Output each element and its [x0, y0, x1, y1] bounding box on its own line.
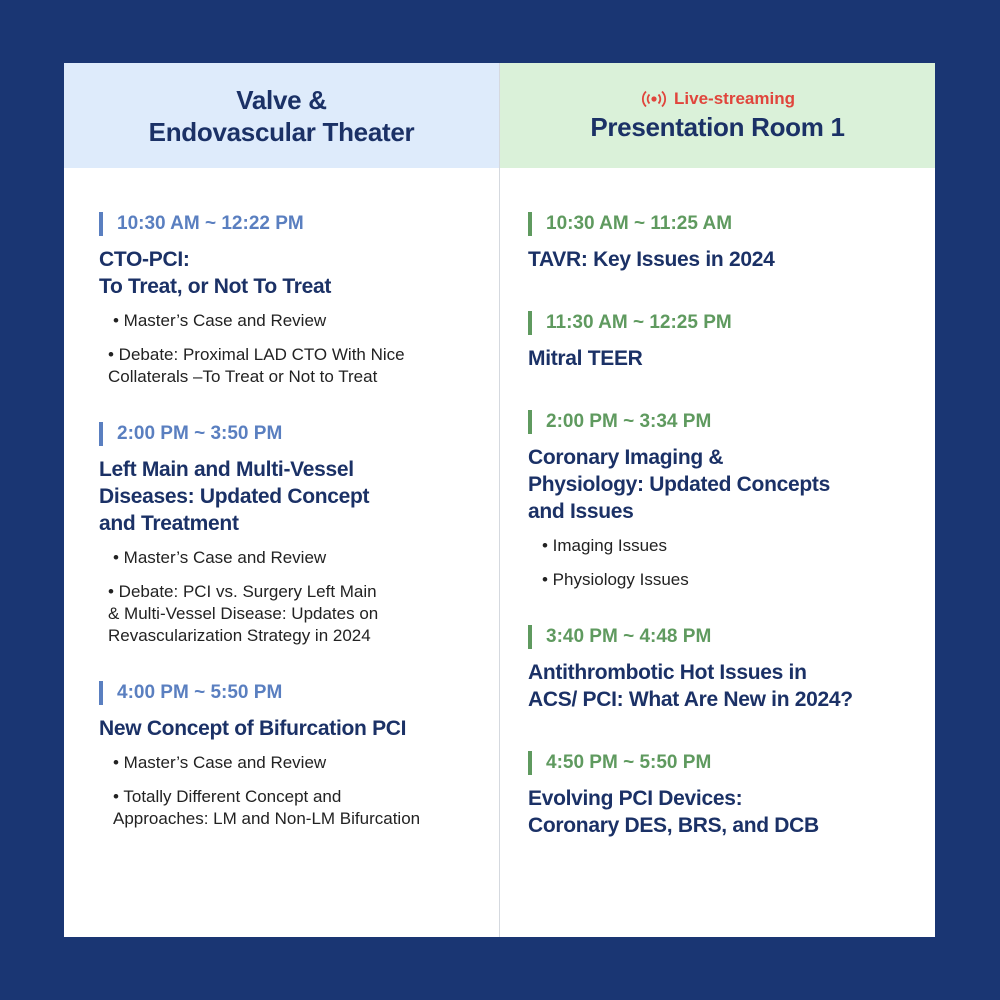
session-title: Antithrombotic Hot Issues in ACS/ PCI: What Are New in 2024? [528, 661, 853, 711]
session-topic: • Physiology Issues [542, 570, 689, 589]
session-title: Coronary Imaging & Physiology: Updated Concepts and Issues [528, 446, 830, 523]
left-column [64, 63, 500, 937]
session-topics [99, 310, 499, 388]
session-topic: • Master’s Case and Review [113, 753, 327, 772]
session [528, 625, 935, 713]
left-column-title: Valve & Endovascular Theater [148, 84, 415, 147]
session [528, 212, 935, 273]
session-topic: • Master’s Case and Review [113, 548, 327, 567]
session-time: 4:50 PM ~ 5:50 PM [528, 751, 935, 775]
session-time: 2:00 PM ~ 3:34 PM [528, 410, 935, 434]
session-topics [99, 752, 499, 830]
session [528, 751, 935, 839]
live-streaming-label: Live-streaming [674, 88, 795, 108]
session-time: 10:30 AM ~ 12:22 PM [99, 212, 499, 236]
session [528, 311, 935, 372]
session-topic: • Debate: Proximal LAD CTO With Nice Collaterals –To Treat or Not to Treat [108, 345, 405, 386]
session [99, 212, 499, 388]
session-title: Evolving PCI Devices: Coronary DES, BRS, and DCB [528, 787, 819, 837]
session-topics [99, 547, 499, 647]
session [99, 422, 499, 647]
live-indicator [640, 89, 795, 109]
broadcast-icon [640, 90, 668, 108]
left-column-header [64, 63, 499, 168]
session-topic: • Debate: PCI vs. Surgery Left Main & Multi-Vessel Disease: Updates on Revascularization Strategy in 2024 [108, 582, 379, 645]
session-title: CTO-PCI: To Treat, or Not To Treat [99, 248, 332, 298]
right-column [500, 63, 935, 937]
session-title: New Concept of Bifurcation PCI [99, 717, 407, 740]
schedule-card [64, 63, 935, 937]
session-time: 4:00 PM ~ 5:50 PM [99, 681, 499, 705]
session-time: 11:30 AM ~ 12:25 PM [528, 311, 935, 335]
session-topic: • Master’s Case and Review [113, 311, 327, 330]
session-title: Mitral TEER [528, 347, 643, 370]
session-topic: • Totally Different Concept and Approaches: LM and Non-LM Bifurcation [113, 787, 421, 828]
right-sessions [500, 168, 935, 839]
right-column-title: Presentation Room 1 [590, 111, 845, 142]
session-topics [528, 535, 935, 591]
session-time: 3:40 PM ~ 4:48 PM [528, 625, 935, 649]
session-title: Left Main and Multi-Vessel Diseases: Updated Concept and Treatment [99, 458, 370, 535]
session-time: 10:30 AM ~ 11:25 AM [528, 212, 935, 236]
session-topic: • Imaging Issues [542, 536, 668, 555]
session-title: TAVR: Key Issues in 2024 [528, 248, 775, 271]
session [99, 681, 499, 830]
session [528, 410, 935, 591]
left-sessions [64, 168, 499, 830]
right-column-header [500, 63, 935, 168]
session-time: 2:00 PM ~ 3:50 PM [99, 422, 499, 446]
